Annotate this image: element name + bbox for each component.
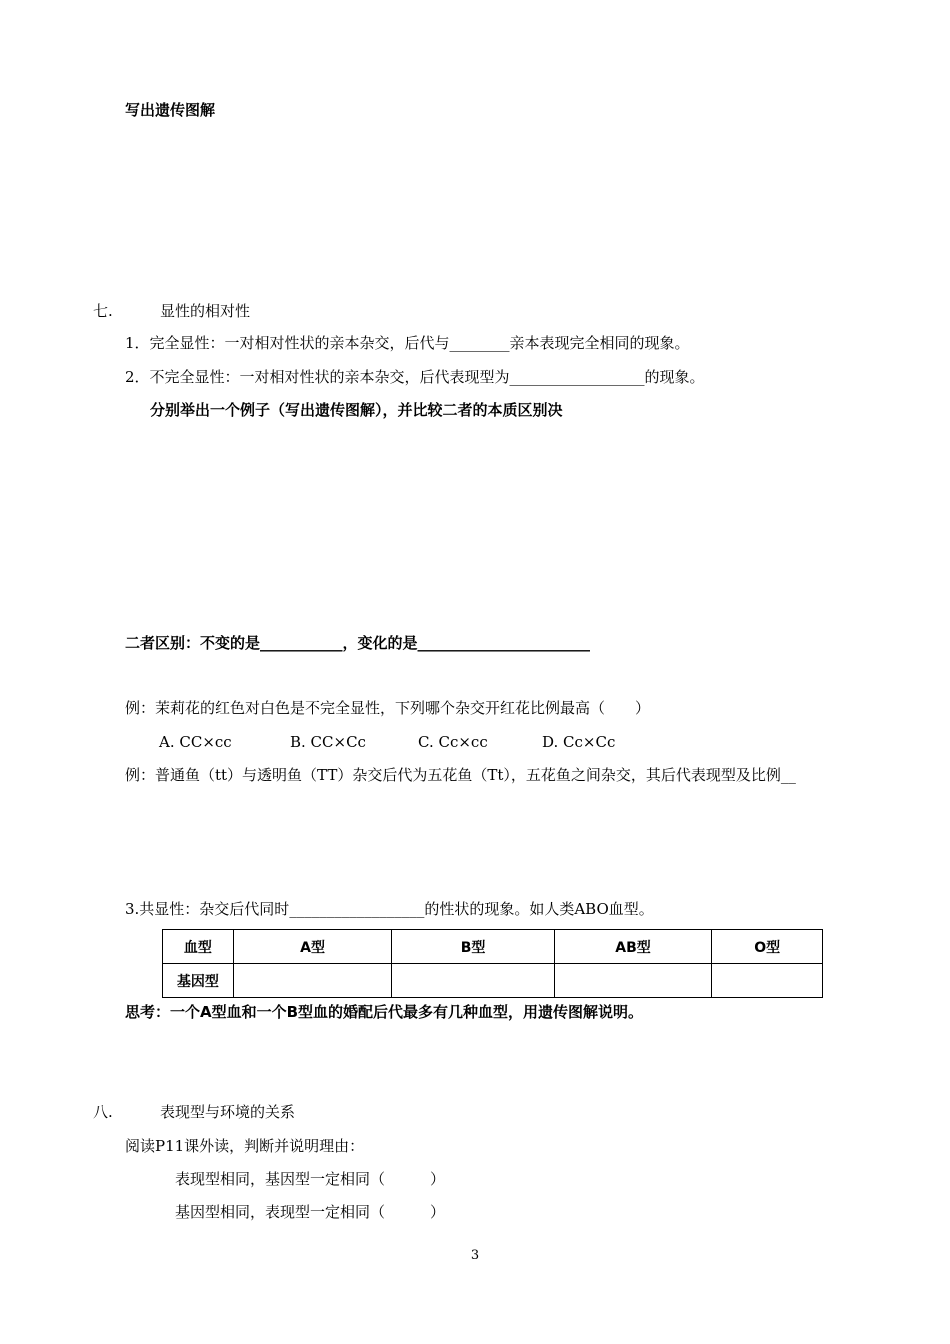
table-cell: [554, 964, 712, 998]
table-header-cell: 血型: [163, 930, 234, 964]
table-cell: [233, 964, 392, 998]
option-c: C. Cc×cc: [418, 733, 488, 751]
table-header-cell: A型: [233, 930, 392, 964]
table-header-cell: B型: [392, 930, 554, 964]
option-d: D. Cc×Cc: [542, 733, 616, 751]
option-b: B. CC×Cc: [290, 733, 366, 751]
read-instruction: 阅读P11课外读，判断并说明理由：: [125, 1137, 365, 1155]
judge-question-1: 表现型相同，基因型一定相同（ ）: [175, 1170, 446, 1188]
option-a: A. CC×cc: [159, 733, 232, 751]
section8-number: 八.: [93, 1103, 113, 1121]
item-codominance: 3.共显性：杂交后代同时__________________的性状的现象。如人类ABO血型。: [125, 900, 654, 918]
section7-number: 七.: [93, 302, 113, 320]
table-header-cell: O型: [712, 930, 823, 964]
judge-question-2: 基因型相同，表现型一定相同（ ）: [175, 1203, 446, 1221]
section7-title: 显性的相对性: [160, 302, 251, 320]
table-cell: [392, 964, 554, 998]
table-row: [163, 930, 823, 964]
example-jasmine: 例：茉莉花的红色对白色是不完全显性，下列哪个杂交开红花比例最高（ ）: [125, 699, 651, 717]
table-header-cell: AB型: [554, 930, 712, 964]
table-row: [163, 964, 823, 998]
section8-title: 表现型与环境的关系: [160, 1103, 296, 1121]
item-complete-dominance: 1．完全显性：一对相对性状的亲本杂交，后代与________亲本表现完全相同的现象。: [125, 334, 690, 352]
difference-line: 二者区别：不变的是___________，变化的是_______________________: [125, 634, 591, 652]
table-row-label: 基因型: [163, 964, 234, 998]
example-fish: 例：普通鱼（tt）与透明鱼（TT）杂交后代为五花鱼（Tt），五花鱼之间杂交，其后代表现型及比例__: [125, 766, 796, 784]
item-incomplete-dominance: 2．不完全显性：一对相对性状的亲本杂交，后代表现型为__________________的现象。: [125, 368, 705, 386]
think-question: 思考：一个A型血和一个B型血的婚配后代最多有几种血型，用遗传图解说明。: [125, 1003, 644, 1021]
instruction-examples: 分别举出一个例子（写出遗传图解），并比较二者的本质区别决: [150, 401, 563, 419]
blood-type-table: [162, 929, 823, 998]
page-number: 3: [470, 1248, 480, 1263]
table-cell: [712, 964, 823, 998]
heading-write-diagram: 写出遗传图解: [125, 101, 216, 119]
